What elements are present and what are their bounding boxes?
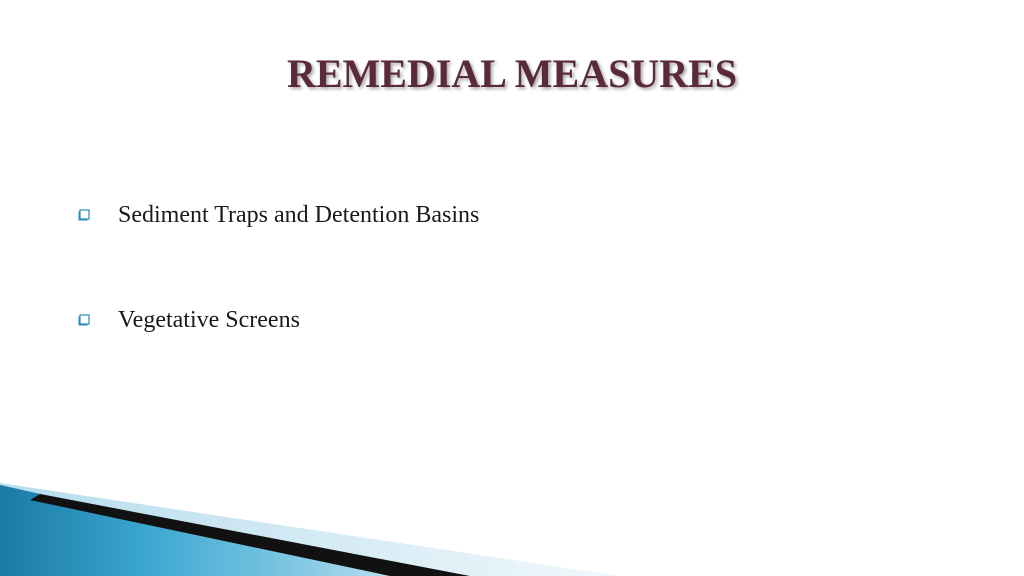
bullet-text: Sediment Traps and Detention Basins <box>118 201 480 228</box>
slide-title: REMEDIAL MEASURES <box>286 51 738 96</box>
bullet-text: Vegetative Screens <box>118 306 300 333</box>
